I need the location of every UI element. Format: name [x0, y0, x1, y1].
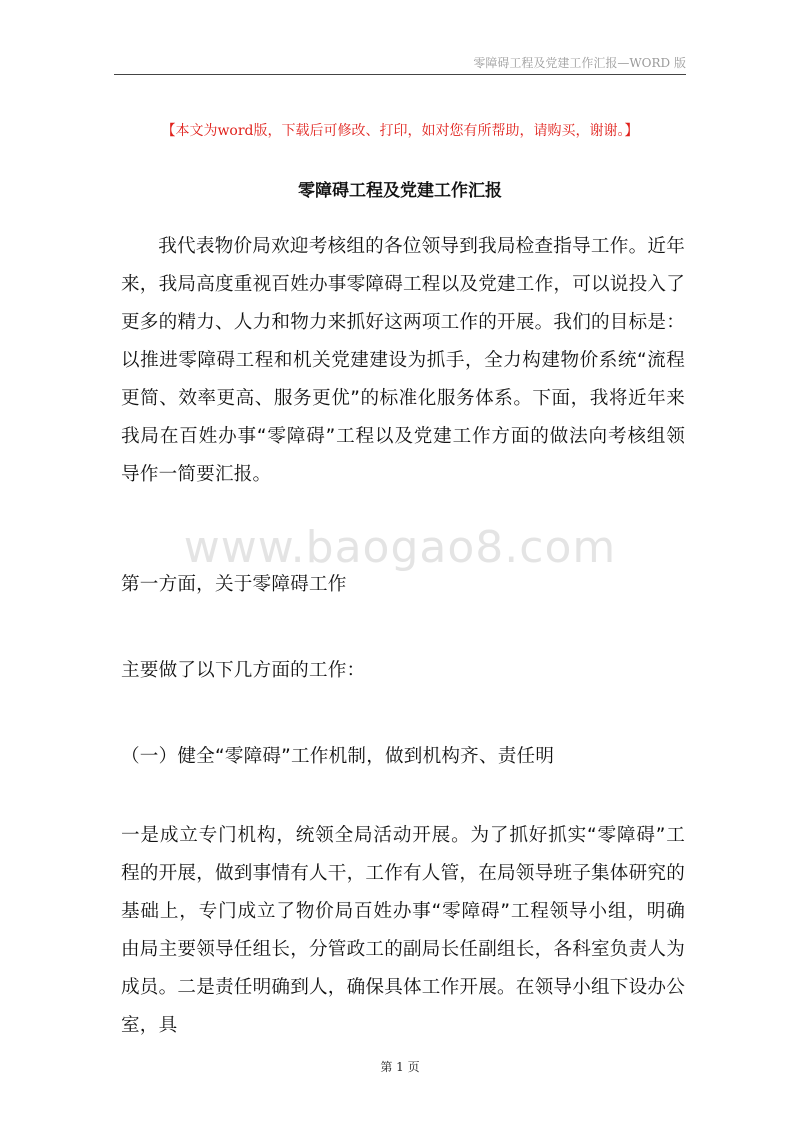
document-title: 零障碍工程及党建工作汇报	[298, 181, 502, 201]
watermark: www.baogao8.com	[183, 522, 617, 573]
page-header	[114, 52, 686, 75]
page-number: 第 1 页	[380, 1060, 420, 1074]
item-heading: （一）健全“零障碍”工作机制，做到机构齐、责任明	[121, 746, 555, 767]
intro-paragraph: 我代表物价局欢迎考核组的各位领导到我局检查指导工作。近年来，我局高度重视百姓办事零障碍工程以及党建工作，可以说投入了更多的精力、人力和物力来抓好这两项工作的开展。我们的目标是：以推进零障碍工程和机关党建建设为抓手，全力构建物价系统“流程更简、效率更高、服务更优”的标准化服务体系。下面，我将近年来我局在百姓办事“零障碍”工程以及党建工作方面的做法向考核组领导作一简要汇报。	[121, 236, 685, 485]
purchase-notice: 【本文为word版，下载后可修改、打印，如对您有所帮助，请购买，谢谢。】	[161, 123, 639, 139]
section-heading: 第一方面，关于零障碍工作	[121, 574, 347, 595]
running-title: 零障碍工程及党建工作汇报—WORD 版	[473, 56, 686, 70]
item-paragraph: 一是成立专门机构，统领全局活动开展。为了抓好抓实“零障碍”工程的开展，做到事情有人干，工作有人管，在局领导班子集体研究的基础上，专门成立了物价局百姓办事“零障碍”工程领导小组，明确由局主要领导任组长，分管政工的副局长任副组长，各科室负责人为成员。二是责任明确到人，确保具体工作开展。在领导小组下设办公室，具	[121, 825, 685, 1036]
section-lead: 主要做了以下几方面的工作：	[121, 660, 366, 681]
